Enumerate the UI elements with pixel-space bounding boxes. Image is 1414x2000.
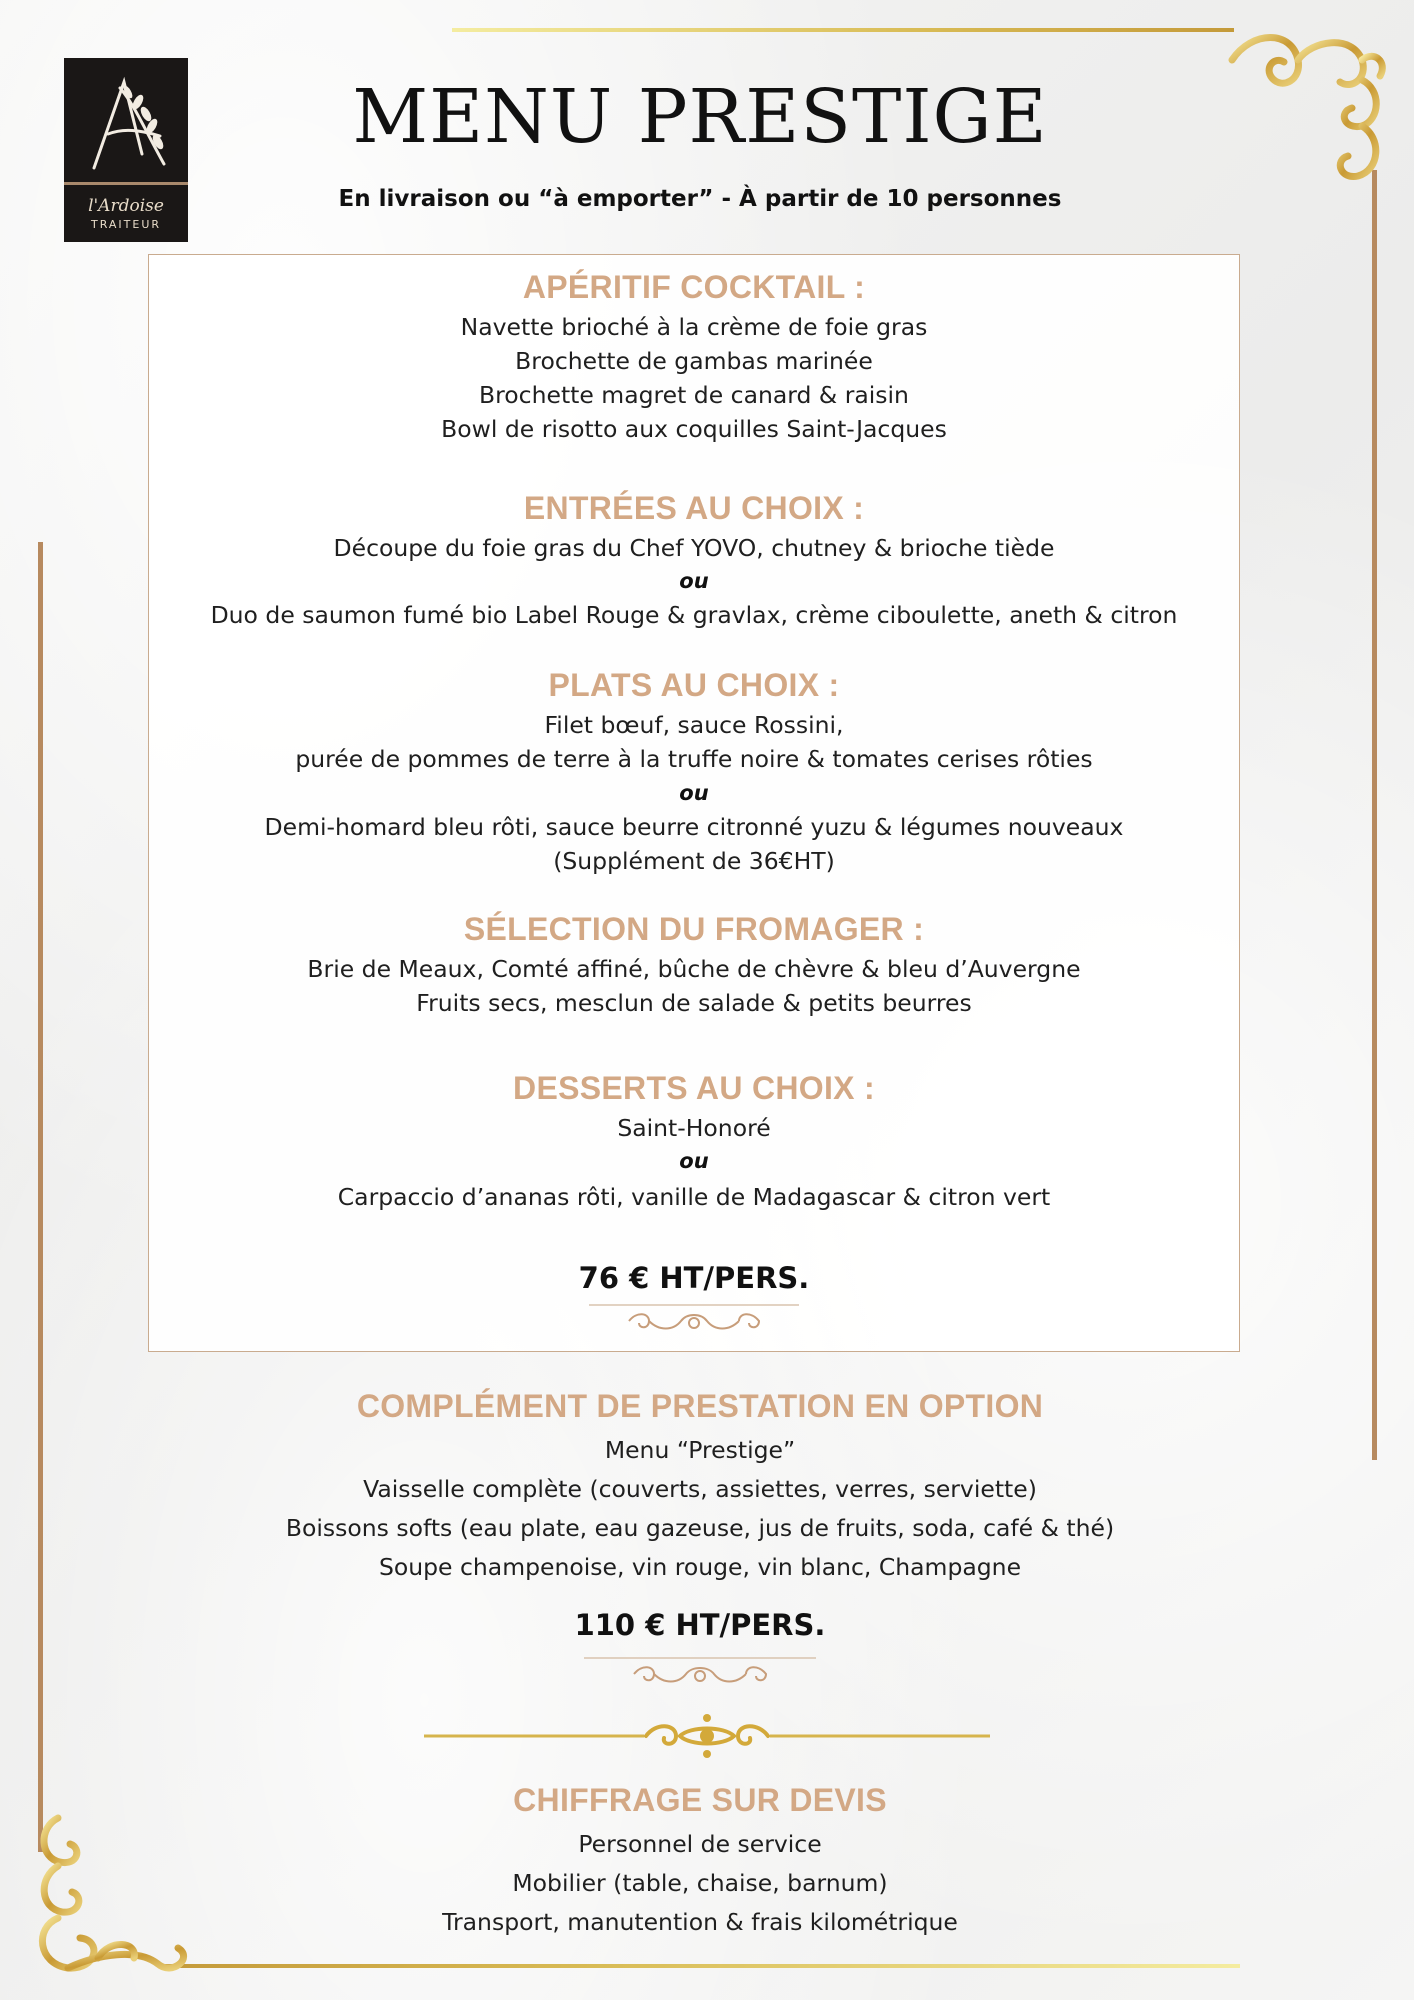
or-separator: ou [679, 781, 709, 805]
complement-heading: COMPLÉMENT DE PRESTATION EN OPTION [356, 1388, 1044, 1424]
logo-divider [64, 182, 188, 185]
list-item: Personnel de service [578, 1830, 822, 1858]
desserts-heading: DESSERTS AU CHOIX : [513, 1070, 875, 1106]
list-item: Duo de saumon fumé bio Label Rouge & gravlax, crème ciboulette, aneth & citron [210, 601, 1178, 629]
corner-ornament-icon [28, 1808, 208, 1980]
list-item: Brie de Meaux, Comté affiné, bûche de chèvre & bleu d’Auvergne [307, 955, 1081, 983]
gold-divider-icon [424, 1712, 990, 1760]
right-bronze-line [1372, 170, 1377, 1460]
logo [64, 58, 188, 242]
list-item: purée de pommes de terre à la truffe noire & tomates cerises rôties [295, 745, 1093, 773]
fromager-heading: SÉLECTION DU FROMAGER : [463, 911, 925, 947]
complement-price: 110 € HT/PERS. [574, 1608, 826, 1642]
list-item: Fruits secs, mesclun de salade & petits beurres [416, 989, 972, 1017]
list-item: (Supplément de 36€HT) [553, 847, 835, 875]
entrees-heading: ENTRÉES AU CHOIX : [523, 490, 865, 526]
page-title: MENU PRESTIGE [352, 74, 1048, 160]
list-item: Découpe du foie gras du Chef YOVO, chutney & brioche tiède [333, 534, 1055, 562]
list-item: Bowl de risotto aux coquilles Saint-Jacques [441, 415, 947, 443]
scroll-ornament-icon [589, 1303, 799, 1337]
list-item: Brochette de gambas marinée [515, 347, 873, 375]
page-subtitle: En livraison ou “à emporter” - À partir de 10 personnes [338, 186, 1062, 212]
list-item: Menu “Prestige” [604, 1436, 796, 1464]
or-separator: ou [679, 1149, 709, 1173]
list-item: Saint-Honoré [617, 1114, 771, 1142]
menu-box [148, 254, 1240, 1352]
list-item: Navette brioché à la crème de foie gras [460, 313, 928, 341]
list-item: Mobilier (table, chaise, barnum) [512, 1869, 888, 1897]
left-bronze-line [38, 542, 43, 1852]
list-item: Soupe champenoise, vin rouge, vin blanc, Champagne [378, 1553, 1022, 1581]
top-gold-line [452, 28, 1234, 32]
list-item: Vaisselle complète (couverts, assiettes, verres, serviette) [363, 1475, 1037, 1503]
list-item: Carpaccio d’ananas rôti, vanille de Madagascar & citron vert [337, 1183, 1051, 1211]
corner-ornament-icon [1212, 20, 1398, 196]
list-item: Transport, manutention & frais kilométrique [442, 1908, 958, 1936]
scroll-ornament-icon [584, 1656, 816, 1690]
devis-heading: CHIFFRAGE SUR DEVIS [513, 1782, 887, 1818]
list-item: Filet bœuf, sauce Rossini, [544, 711, 844, 739]
list-item: Demi-homard bleu rôti, sauce beurre citronné yuzu & légumes nouveaux [264, 813, 1124, 841]
logo-subtitle: TRAITEUR [90, 218, 162, 231]
list-item: Brochette magret de canard & raisin [479, 381, 909, 409]
bottom-gold-line [160, 1964, 1240, 1968]
logo-name: l'Ardoise [88, 196, 164, 216]
plats-heading: PLATS AU CHOIX : [548, 667, 840, 703]
list-item: Boissons softs (eau plate, eau gazeuse, jus de fruits, soda, café & thé) [285, 1514, 1115, 1542]
or-separator: ou [679, 569, 709, 593]
menu-price: 76 € HT/PERS. [578, 1261, 810, 1295]
logo-a-icon [64, 58, 188, 182]
aperitif-heading: APÉRITIF COCKTAIL : [522, 269, 866, 305]
